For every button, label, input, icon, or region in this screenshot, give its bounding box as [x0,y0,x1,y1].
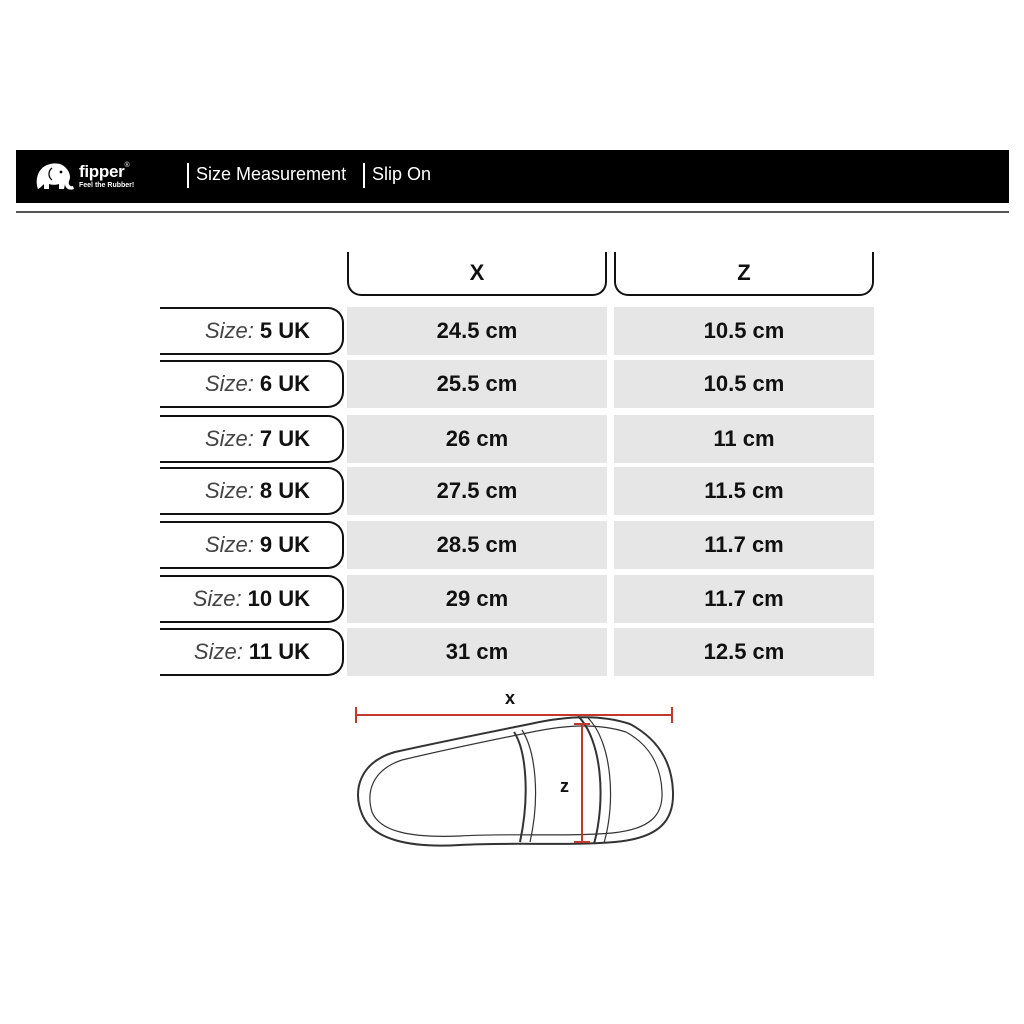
x-value: 28.5 cm [347,521,607,569]
x-value: 31 cm [347,628,607,676]
size-label: Size: 9 UK [160,521,344,569]
size-label: Size: 8 UK [160,467,344,515]
z-value: 12.5 cm [614,628,874,676]
z-value: 11.5 cm [614,467,874,515]
size-label: Size: 10 UK [160,575,344,623]
z-value: 10.5 cm [614,360,874,408]
x-value: 25.5 cm [347,360,607,408]
header-separator [187,163,189,188]
column-header-z: Z [614,252,874,296]
x-value: 26 cm [347,415,607,463]
slipper-diagram [340,680,700,870]
z-value: 11.7 cm [614,575,874,623]
elephant-logo-icon [32,159,76,193]
slipper-outline-icon [340,680,700,870]
x-value: 24.5 cm [347,307,607,355]
size-label: Size: 6 UK [160,360,344,408]
header-rule [16,211,1009,213]
section-title: Size Measurement [196,164,347,184]
z-value: 11.7 cm [614,521,874,569]
brand-tagline: Feel the Rubber! [79,182,135,189]
size-label: Size: 11 UK [160,628,344,676]
x-dimension-label: x [505,688,516,708]
z-value: 11 cm [614,415,874,463]
size-label: Size: 7 UK [160,415,344,463]
size-label: Size: 5 UK [160,307,344,355]
column-header-x: X [347,252,607,296]
product-title: Slip On [372,164,432,184]
z-value: 10.5 cm [614,307,874,355]
header-banner [16,150,1009,203]
x-value: 27.5 cm [347,467,607,515]
brand-name: fipper® [79,162,130,181]
x-value: 29 cm [347,575,607,623]
z-dimension-label: z [560,776,569,796]
header-separator [363,163,365,188]
